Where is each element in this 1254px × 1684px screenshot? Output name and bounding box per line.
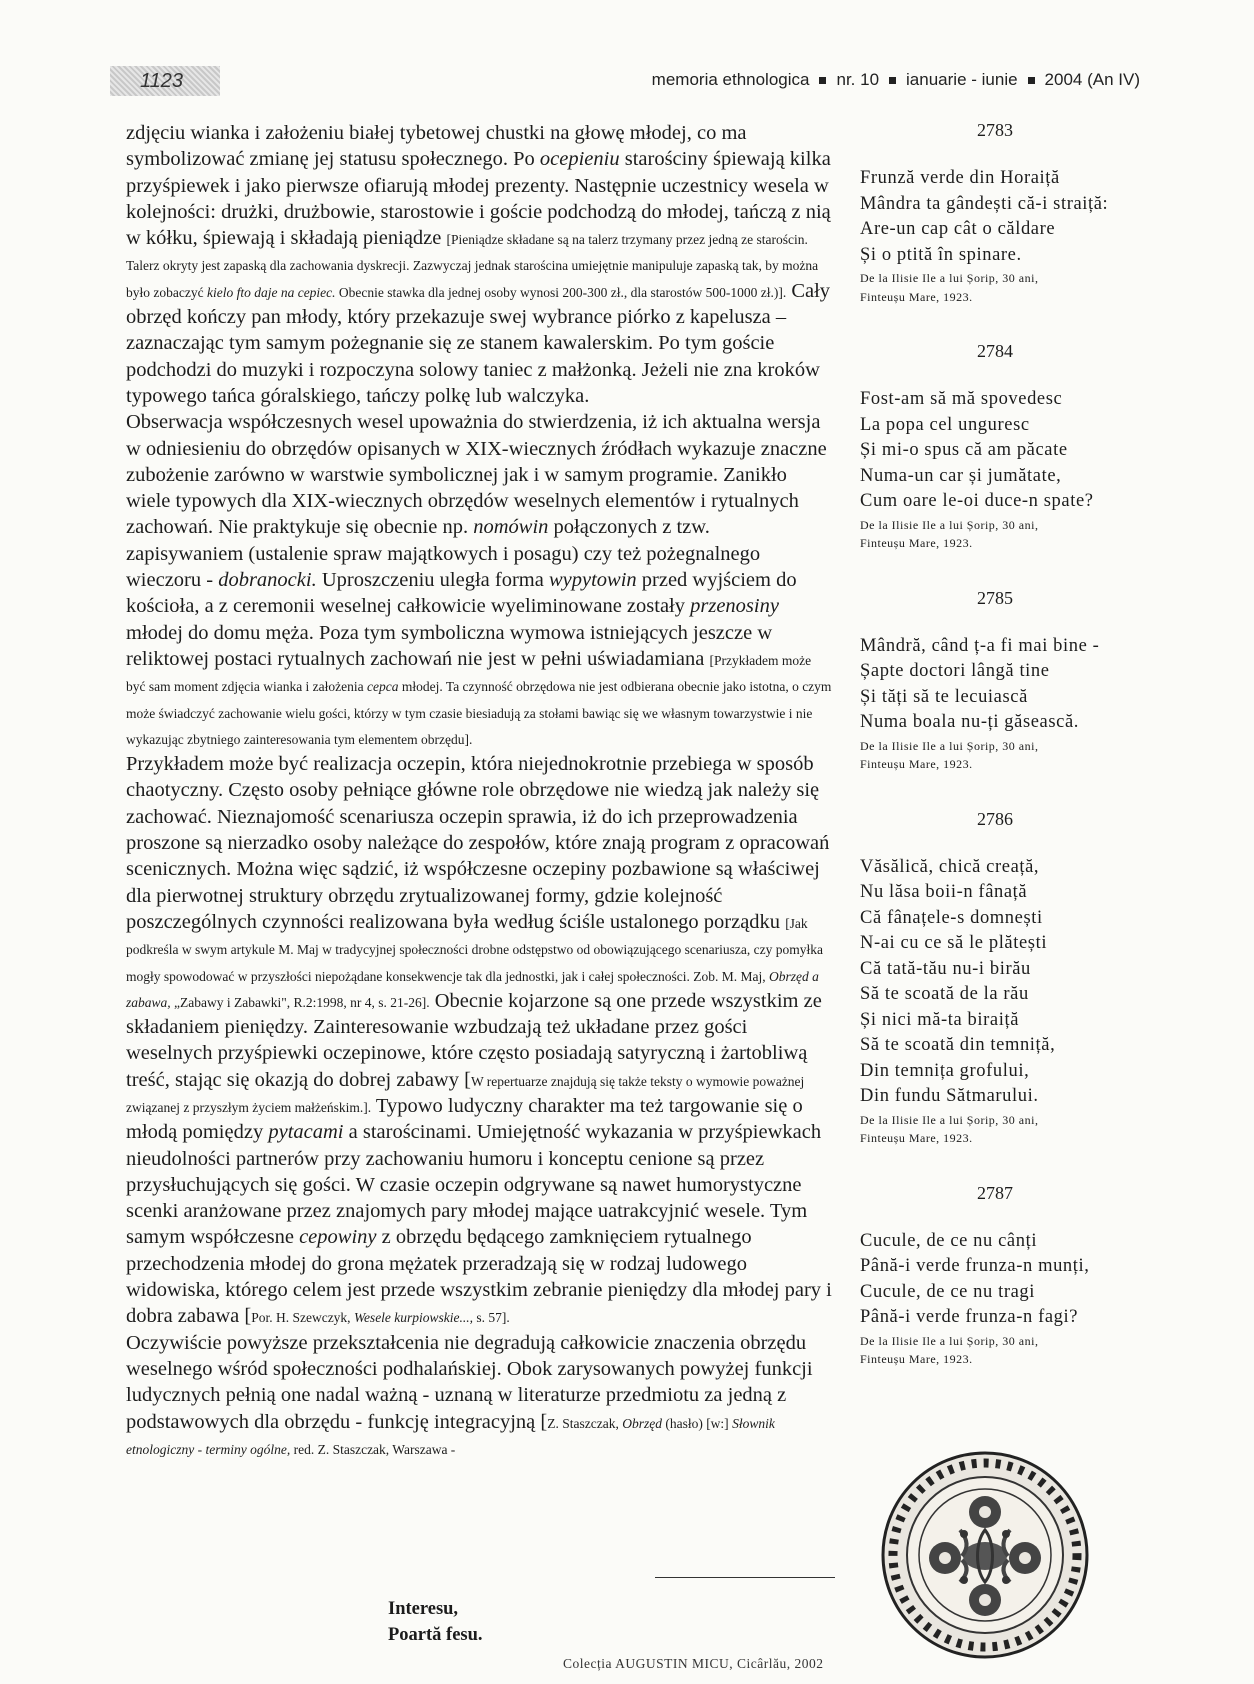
- poem-line: Cucule, de ce nu tragi: [860, 1281, 1036, 1302]
- poem-source: Finteușu Mare, 1923.: [860, 289, 973, 304]
- poem-line: Și o ptită în spinare.: [860, 244, 1022, 265]
- journal-period: ianuarie - iunie: [906, 70, 1018, 89]
- poem-number: 2786: [977, 808, 1013, 829]
- page-number: 1123: [110, 66, 220, 96]
- poem-number: 2785: [977, 587, 1013, 608]
- poem-line: Cucule, de ce nu cânți: [860, 1230, 1038, 1251]
- footnote: [Jak podkreśla w swym artykule M. Maj w tradycyjnej społeczności drobne odstępstwo od obowiązującego scenariusza, czy pomyłka mogły spowodować w przyszłości niepożądane konsekwencje tak dla jednostki, jak i całej społeczności. Zob. M. Maj, Obrzęd a zabawa, „Zabawy i Zabawki", R.2:1998, nr 4, s. 21-26].: [126, 915, 823, 1010]
- poem-line: Are-un cap cât o căldare: [860, 219, 1056, 239]
- journal-year: 2004 (An IV): [1044, 70, 1140, 89]
- poem-line: Frunză verde din Horaiță: [860, 168, 1060, 188]
- decorative-plate-image: [880, 1450, 1090, 1660]
- journal-info: [652, 66, 1140, 94]
- poem-line: Și tăți să te lecuiască: [860, 686, 1028, 707]
- proverb-line: Poartă fesu.: [388, 1625, 483, 1645]
- poem-line: La popa cel unguresc: [860, 414, 1030, 435]
- footnote: Z. Staszczak, Obrzęd (hasło) [w:] Słownik etnologiczny - terminy ogólne, red. Z. Staszczak, Warszawa -: [126, 1415, 775, 1457]
- footnote: [Pieniądze składane są na talerz trzymany przez jedną ze starościn. Talerz okryty jest zapaską dla zachowania dyskrecji. Zazwyczaj jednak starościna umiejętnie manipuluje zapaską tak, by można było zobaczyć kielo fto daje na cepiec. Obecnie stawka dla jednej osoby wynosi 200-300 zł., dla starostów 500-1000 zł.)].: [126, 232, 819, 300]
- poem-line: Mândra ta gândești că-i straiță:: [860, 193, 1109, 214]
- poem-line: Până-i verde frunza-n munți,: [860, 1256, 1090, 1276]
- poem-source: De la Ilisie Ile a lui Șorip, 30 ani,: [860, 1112, 1039, 1127]
- paragraph: Oczywiście powyższe przekształcenia nie degradują całkowicie znaczenia obrzędu weselnego wśród społeczności podhalańskiej. Obok zarysowanych powyżej funkcji ludycznych pełnią one nadal ważną - uznaną w literaturze przedmiotu za jedną z podstawowych dla obrzędu - funkcję integracyjną [Z. Staszczak, Obrzęd (hasło) [w:] Słownik etnologiczny - terminy ogólne, red. Z. Staszczak, Warszawa -: [126, 1331, 813, 1457]
- poem-source: Finteușu Mare, 1923.: [860, 536, 973, 550]
- poem-line: Să te scoată din temniță,: [860, 1035, 1056, 1055]
- poem: [860, 387, 1130, 552]
- poem-source: De la Ilisie Ile a lui Șorip, 30 ani,: [860, 517, 1039, 532]
- poem-line: Că fânațele-s domnești: [860, 907, 1043, 928]
- poem-number: 2784: [977, 341, 1013, 361]
- poem-source: De la Ilisie Ile a lui Șorip, 30 ani,: [860, 738, 1039, 753]
- poem: [860, 1229, 1130, 1368]
- poem-number: 2783: [977, 120, 1013, 140]
- poem-line: Numa boala nu-ți găsească.: [860, 712, 1080, 732]
- paragraph: Obserwacja współczesnych wesel upoważnia do stwierdzenia, iż ich aktualna wersja w odniesieniu do obrzędów opisanych w XIX-wiecznych źródłach wykazuje znaczne zubożenie zarówno w warstwie symbolicznej jak i w samym programie. Zanikło wiele typowych dla XIX-wiecznych obrzędów weselnych elementów i rytualnych zachowań. Nie praktykuje się obecnie np. nomówin połączonych z tzw. zapisywaniem (ustalenie spraw majątkowych i posagu) czy też pożegnalnego wieczoru - dobranocki. Uproszczeniu uległa forma wypytowin przed wyjściem do kościoła, a z ceremonii weselnej całkowicie wyeliminowane zostały przenosiny młodej do domu męża. Poza tym symboliczna wymowa istniejących jeszcze w reliktowej postaci rytualnych zachowań nie jest w pełni uświadamiana [Przykładem może być sam moment zdjęcia wianka i założenia cepca młodej. Ta czynność obrzędowa nie jest odbierana obecnie jako istotna, o czym może świadczyć zachowanie wielu gości, którzy w tym czasie biesiadują za stołami bawiąc się we własnym towarzystwie i nie wykazując zbytniego zainteresowania tym elementem obrzędu].: [126, 411, 832, 747]
- paragraph: Przykładem może być realizacja oczepin, która niejednokrotnie przebiega w sposób chaotyczny. Często osoby pełniące główne role obrzędowe nie wiedzą jak należy się zachować. Nieznajomość scenariusza oczepin sprawia, iż do ich przeprowadzenia proszone są nierzadko osoby należące do zespołów, które znają program z opracowań scenicznych. Można więc sądzić, iż współczesne oczepiny pozbawione są właściwej dla pierwotnej struktury obrzędu zrytualizowanej formy, gdzie kolejność poszczególnych czynności realizowana była według ściśle ustalonego porządku [Jak podkreśla w swym artykule M. Maj w tradycyjnej społeczności drobne odstępstwo od obowiązującego scenariusza, czy pomyłka mogły spowodować w przyszłości niepożądane konsekwencje tak dla jednostki, jak i całej społeczności. Zob. M. Maj, Obrzęd a zabawa, „Zabawy i Zabawki", R.2:1998, nr 4, s. 21-26]. Obecnie kojarzone są one przede wszystkim ze składaniem pieniędzy. Zainteresowanie wzbudzają też układane przez gości weselnych przyśpiewki oczepinowe, które często posiadają satyryczną i żartobliwą treść, stając się okazją do dobrej zabawy [W repertuarze znajdują się także teksty o wymowie poważnej związanej z przyszłym życiem małżeńskim.]. Typowo ludyczny charakter ma też targowanie się o młodą pomiędzy pytacami a starościnami. Umiejętność wykazania w przyśpiewkach nieudolności partnerów przy zachowaniu humoru i konceptu cenione są przez przysłuchujących się gości. W czasie oczepin odgrywane są nawet humorystyczne scenki aranżowane przez znajomych pary młodej mające uatrakcyjnić wesele. Tym samym współczesne cepowiny z obrzędu będącego zamknięciem rytualnego przechodzenia młodej do grona mężatek przeradzają się w rodzaj ludowego widowiska, którego celem jest przede wszystkim zebranie pieniędzy dla młodej pary i dobra zabawa [Por. H. Szewczyk, Wesele kurpiowskie..., s. 57].: [126, 753, 832, 1328]
- poem: [860, 855, 1130, 1147]
- proverb: [388, 1596, 483, 1648]
- poem-line: Să te scoată de la rău: [860, 984, 1029, 1004]
- poem-number: 2787: [977, 1182, 1013, 1203]
- bullet-square-icon: [819, 77, 826, 84]
- poem-line: Văsălică, chică creață,: [860, 856, 1040, 877]
- footnote: Por. H. Szewczyk, Wesele kurpiowskie..., s. 57].: [251, 1310, 510, 1326]
- poem-line: Nu lăsa boii-n fânață: [860, 882, 1028, 902]
- poem-source: Finteușu Mare, 1923.: [860, 1131, 973, 1145]
- poem: [860, 166, 1130, 305]
- poem-line: Fost-am să mă spovedesc: [860, 389, 1063, 409]
- journal-issue: nr. 10: [836, 70, 880, 89]
- poem-line: Din temnița grofului,: [860, 1060, 1030, 1081]
- poem-line: Numa-un car și jumătate,: [860, 465, 1062, 486]
- poem-line: Șapte doctori lângă tine: [860, 661, 1050, 681]
- footnote: W repertuarze znajdują się także teksty o wymowie poważnej związanej z przyszłym życiem małżeńskim.].: [126, 1073, 805, 1115]
- poem-line: Mândră, când ț-a fi mai bine -: [860, 635, 1100, 656]
- paragraph: zdjęciu wianka i założeniu białej tybetowej chustki na głowę młodej, co ma symbolizować zmianę jej statusu społecznego. Po ocepieniu starościny śpiewają kilka przyśpiewek i jako pierwsze ofiarują młodej prezenty. Następnie uczestnicy wesela w kolejności: drużki, drużbowie, starostowie i goście podchodzą do młodej, tańczą z nią w kółku, śpiewają i składają pieniądze [Pieniądze składane są na talerz trzymany przez jedną ze starościn. Talerz okryty jest zapaską dla zachowania dyskrecji. Zazwyczaj jednak starościna umiejętnie manipuluje zapaską tak, by można było zobaczyć kielo fto daje na cepiec. Obecnie stawka dla jednej osoby wynosi 200-300 zł., dla starostów 500-1000 zł.)]. Cały obrzęd kończy pan młody, który przekazuje swej wybrance piórko z kapelusza – zaznaczając tym samym pożegnanie się ze stanem kawalerskim. Po tym goście podchodzi do muzyki i rozpoczyna solowy taniec z małżonką. Jeżeli nie zna kroków typowego tańca góralskiego, tańczy polkę lub walczyka.: [126, 122, 831, 407]
- image-credit: Colecția AUGUSTIN MICU, Cicârlău, 2002: [563, 1656, 824, 1671]
- bullet-square-icon: [1028, 77, 1035, 84]
- poem-line: Cum oare le-oi duce-n spate?: [860, 491, 1094, 511]
- poem-source: Finteușu Mare, 1923.: [860, 757, 973, 771]
- page-header: [110, 66, 1140, 100]
- poem-line: Și mi-o spus că am păcate: [860, 440, 1068, 460]
- bullet-square-icon: [889, 77, 896, 84]
- journal-title: memoria ethnologica: [651, 70, 810, 89]
- poem-line: Și nici mă-ta biraiță: [860, 1009, 1020, 1030]
- poem-line: Până-i verde frunza-n fagi?: [860, 1307, 1079, 1327]
- poem-line: Că tată-tău nu-i birău: [860, 958, 1031, 979]
- proverb-line: Interesu,: [388, 1599, 459, 1619]
- poem-line: N-ai cu ce să le plătești: [860, 933, 1048, 953]
- poem: [860, 634, 1130, 773]
- separator-line: [655, 1577, 835, 1578]
- poem-source: De la Ilisie Ile a lui Șorip, 30 ani,: [860, 1333, 1039, 1348]
- poem-line: Din fundu Sătmarului.: [860, 1086, 1039, 1106]
- footnote: [Przykładem może być sam moment zdjęcia wianka i założenia cepca młodej. Ta czynność obrzędowa nie jest odbierana obecnie jako istotna, o czym może świadczyć zachowanie wielu gości, którzy w tym czasie biesiadują za stołami bawiąc się we własnym towarzystwie i nie wykazując zbytniego zainteresowania tym elementem obrzędu].: [126, 652, 832, 747]
- poem-source: De la Ilisie Ile a lui Șorip, 30 ani,: [860, 271, 1039, 285]
- article-body: [126, 120, 832, 1461]
- poem-column: [860, 118, 1130, 1402]
- poem-source: Finteușu Mare, 1923.: [860, 1352, 973, 1366]
